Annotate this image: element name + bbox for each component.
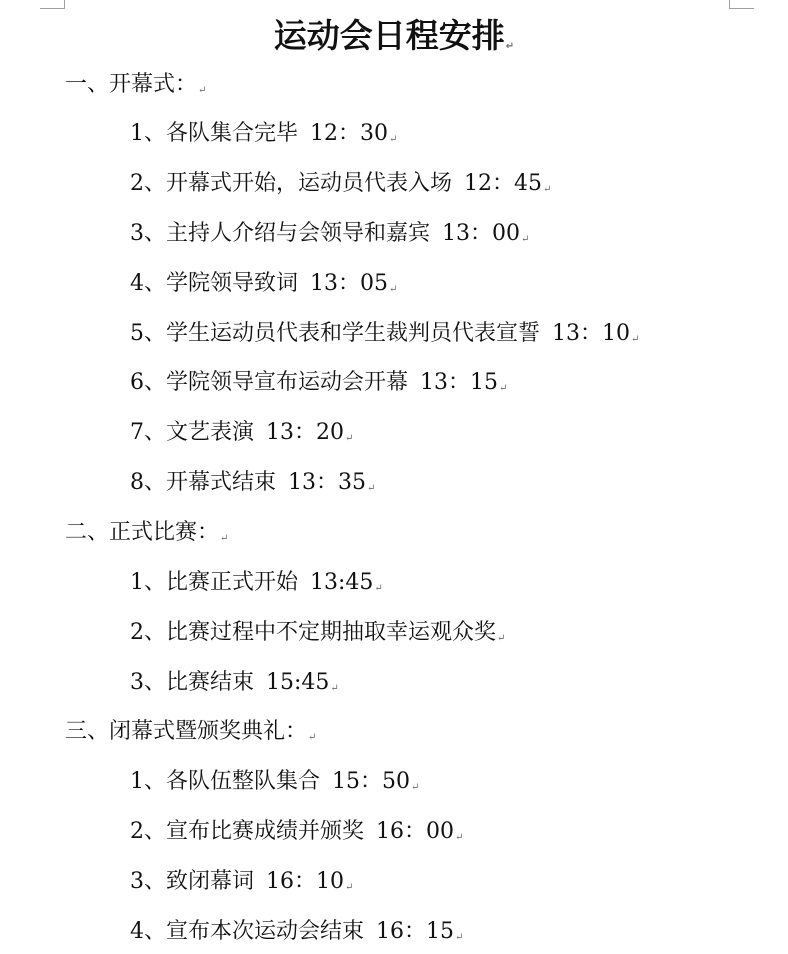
schedule-time: 12：45 — [464, 171, 542, 196]
paragraph-mark-icon: ↵ — [521, 234, 530, 245]
schedule-item: 8、开幕式结束 13：35↵ — [130, 470, 376, 495]
schedule-item: 3、致闭幕词 16：10↵ — [130, 869, 354, 894]
document-title: 运动会日程安排↵ — [273, 16, 515, 55]
schedule-item: 1、各队集合完毕 12：30↵ — [130, 121, 398, 146]
paragraph-mark-icon: ↵ — [543, 184, 552, 195]
paragraph-mark-icon: ↵ — [411, 782, 420, 793]
schedule-time: 15:45 — [266, 670, 330, 695]
schedule-time: 13：35 — [288, 470, 366, 495]
paragraph-mark-icon: ↵ — [499, 383, 508, 394]
schedule-item: 1、比赛正式开始 13:45↵ — [130, 570, 383, 595]
schedule-time: 13:45 — [310, 570, 374, 595]
page-corner-mark-left — [40, 0, 65, 9]
schedule-item: 4、宣布本次运动会结束 16：15↵ — [130, 919, 464, 944]
schedule-time: 16：15 — [376, 919, 454, 944]
schedule-time: 16：00 — [376, 819, 454, 844]
schedule-time: 12：30 — [310, 121, 388, 146]
paragraph-mark-icon: ↵ — [345, 882, 354, 893]
paragraph-mark-icon: ↵ — [198, 85, 207, 96]
schedule-time: 15：50 — [332, 769, 410, 794]
schedule-item: 7、文艺表演 13：20↵ — [130, 420, 354, 445]
schedule-time: 13：00 — [442, 221, 520, 246]
paragraph-mark-icon: ↵ — [631, 334, 640, 345]
schedule-item: 6、学院领导宣布运动会开幕 13：15↵ — [130, 370, 508, 395]
schedule-item: 3、比赛结束 15:45↵ — [130, 670, 339, 695]
schedule-time: 16：10 — [266, 869, 344, 894]
schedule-item: 5、学生运动员代表和学生裁判员代表宣誓 13：10↵ — [130, 321, 640, 346]
paragraph-mark-icon: ↵ — [389, 284, 398, 295]
paragraph-mark-icon: ↵ — [345, 433, 354, 444]
paragraph-mark-icon: ↵ — [497, 633, 506, 644]
paragraph-mark-icon: ↵ — [505, 41, 515, 52]
schedule-item: 2、开幕式开始，运动员代表入场 12：45↵ — [130, 171, 552, 196]
page-corner-mark-right — [729, 0, 754, 9]
section-heading: 一、开幕式：↵ — [65, 72, 207, 97]
paragraph-mark-icon: ↵ — [389, 134, 398, 145]
schedule-item: 2、比赛过程中不定期抽取幸运观众奖↵ — [130, 620, 506, 645]
schedule-time: 13：05 — [310, 271, 388, 296]
schedule-item: 3、主持人介绍与会领导和嘉宾 13：00↵ — [130, 221, 530, 246]
paragraph-mark-icon: ↵ — [308, 732, 317, 743]
schedule-time: 13：10 — [552, 321, 630, 346]
schedule-item: 1、各队伍整队集合 15：50↵ — [130, 769, 420, 794]
section-heading: 二、正式比赛：↵ — [65, 520, 229, 545]
paragraph-mark-icon: ↵ — [367, 483, 376, 494]
section-heading: 三、闭幕式暨颁奖典礼：↵ — [65, 719, 317, 744]
paragraph-mark-icon: ↵ — [374, 583, 383, 594]
schedule-item: 2、宣布比赛成绩并颁奖 16：00↵ — [130, 819, 464, 844]
paragraph-mark-icon: ↵ — [455, 932, 464, 943]
paragraph-mark-icon: ↵ — [330, 683, 339, 694]
schedule-item: 4、学院领导致词 13：05↵ — [130, 271, 398, 296]
paragraph-mark-icon: ↵ — [220, 533, 229, 544]
schedule-time: 13：15 — [420, 370, 498, 395]
paragraph-mark-icon: ↵ — [455, 832, 464, 843]
schedule-time: 13：20 — [266, 420, 344, 445]
